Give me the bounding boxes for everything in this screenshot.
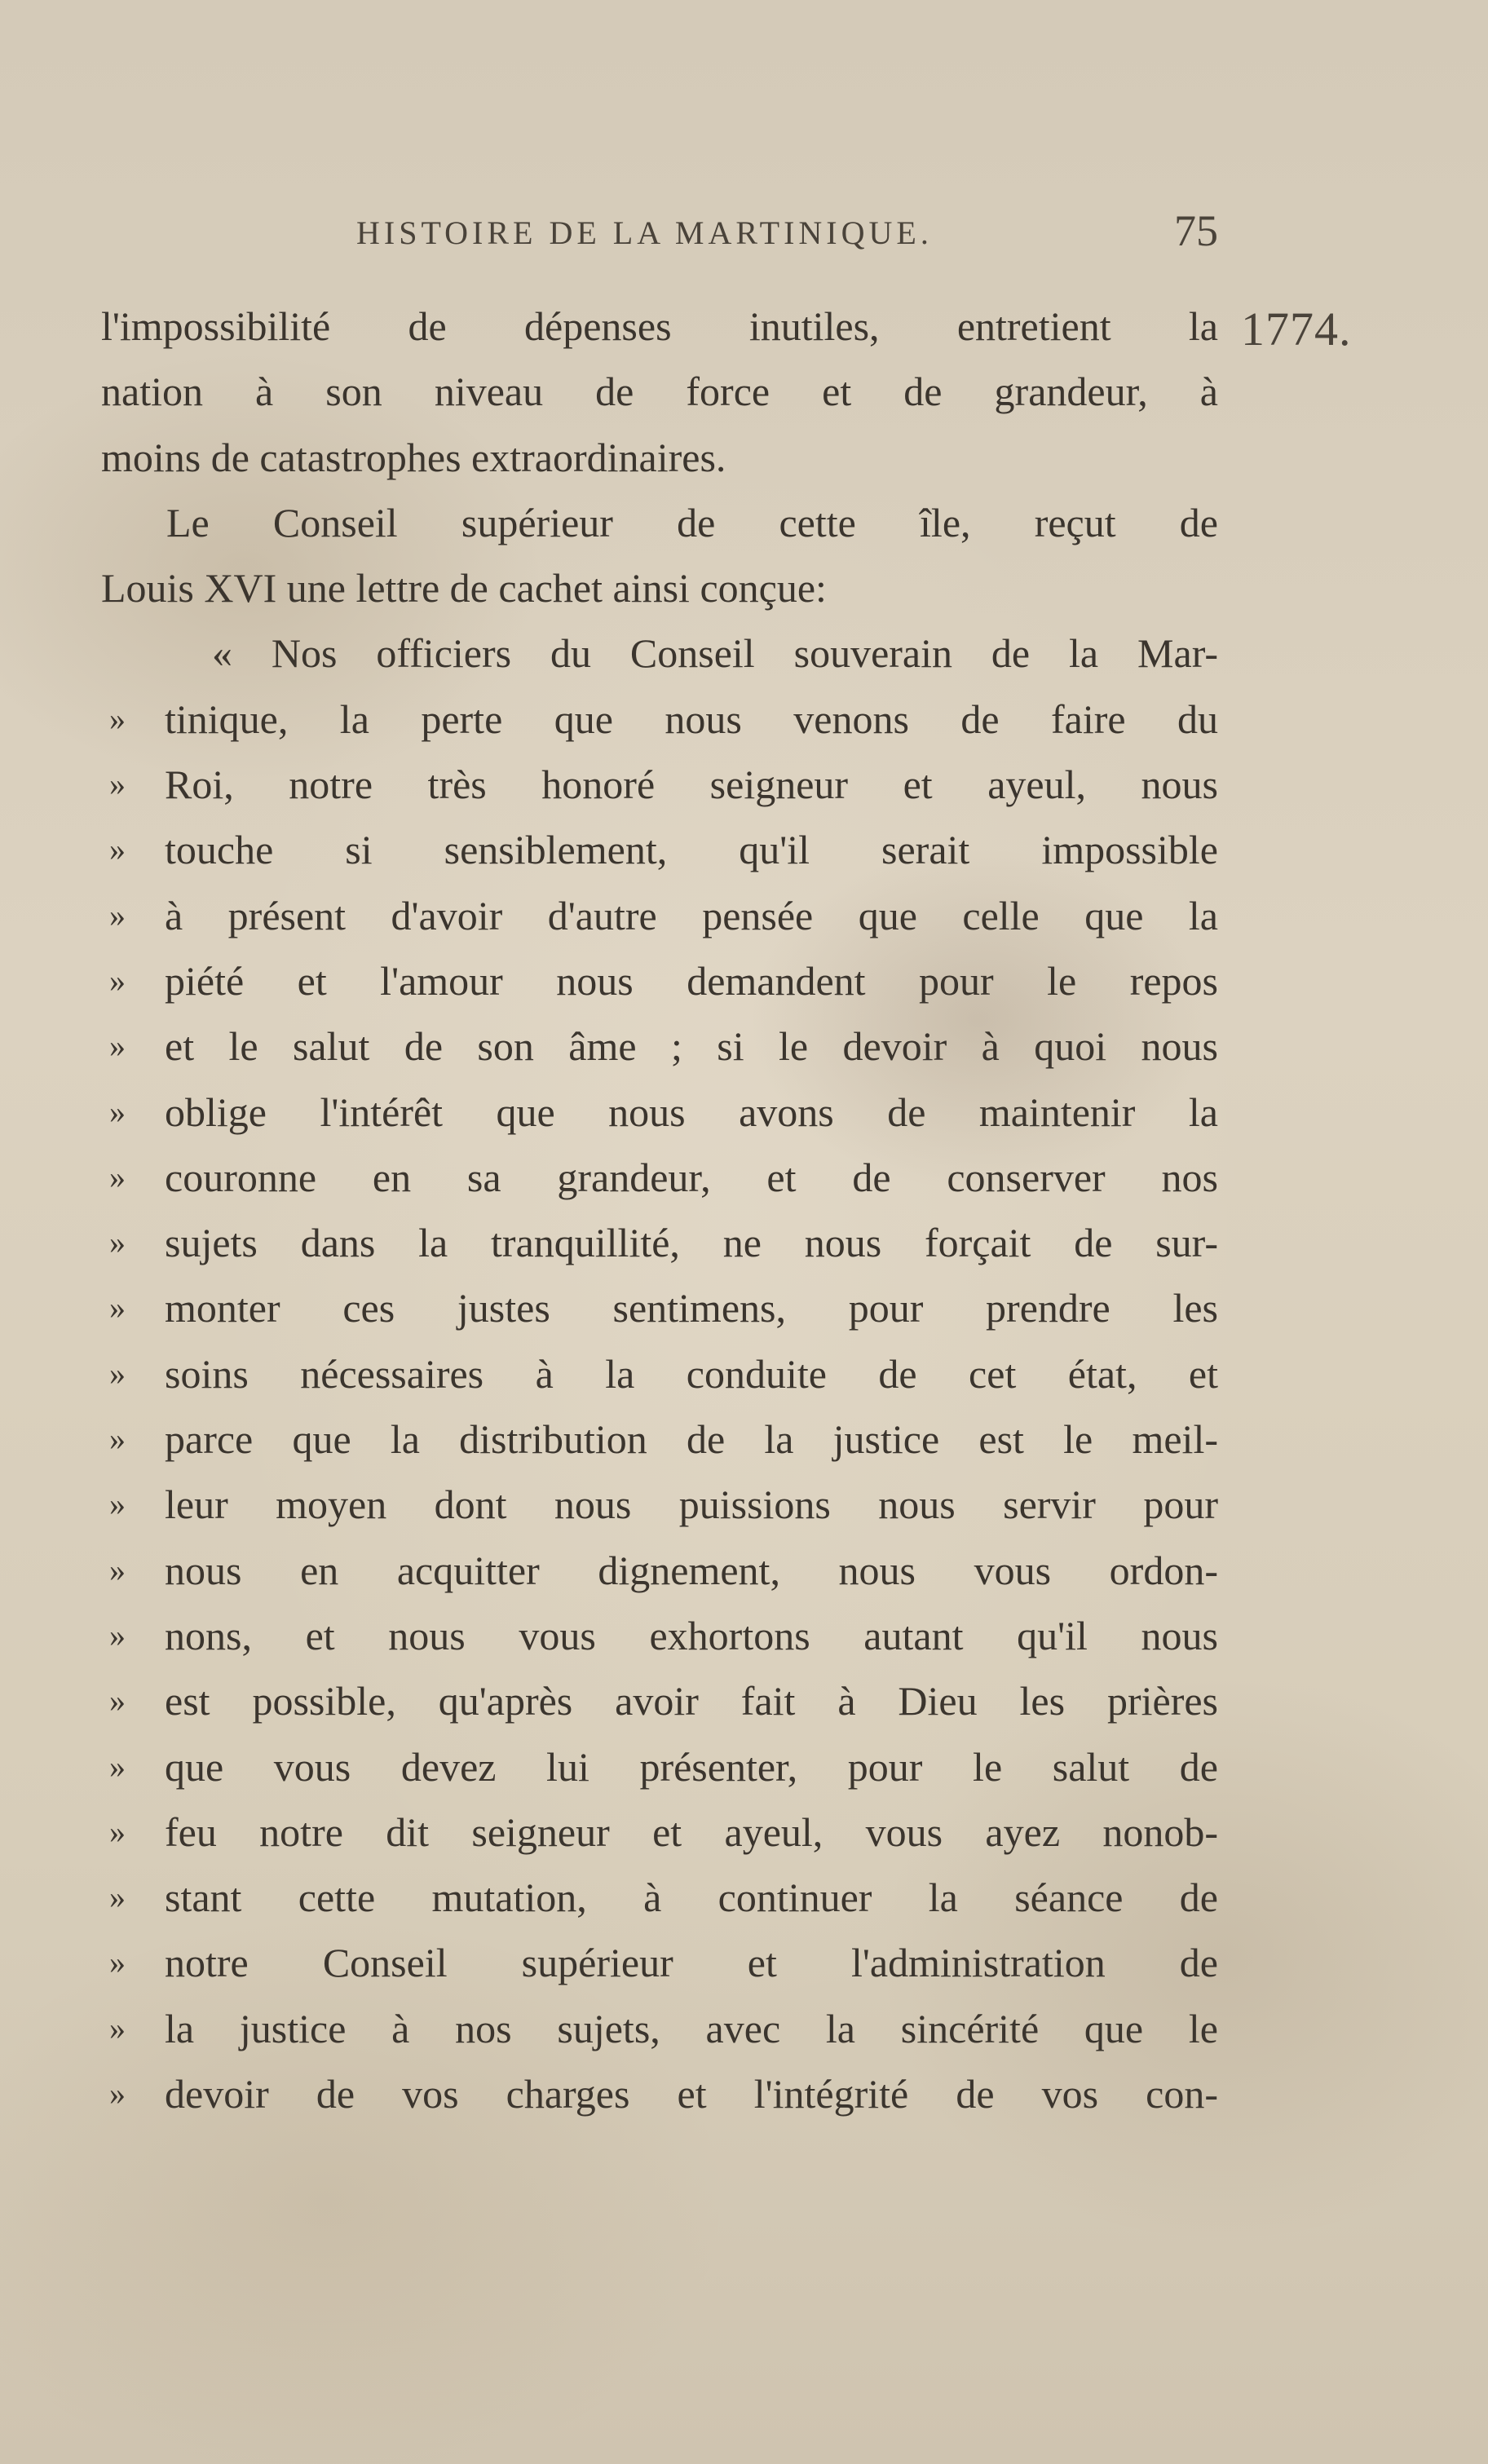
quote-mark: » (109, 1879, 126, 1916)
text-line (101, 1145, 1218, 1210)
text-line (101, 1865, 1218, 1930)
quote-mark: » (109, 2075, 126, 2113)
line-text: couronne en sa grandeur, et de conserver nos (165, 1154, 1218, 1200)
text-line (101, 490, 1218, 555)
text-line (101, 752, 1218, 817)
quote-mark: » (109, 1551, 126, 1588)
line-text: Louis XVI une lettre de cachet ainsi conçue: (101, 565, 827, 612)
line-text: nous en acquitter dignement, nous vous ordon- (165, 1547, 1218, 1593)
line-text: à présent d'avoir d'autre pensée que celle que la (165, 892, 1218, 938)
line-text: moins de catastrophes extraordinaires. (101, 434, 726, 480)
quote-mark: » (109, 1093, 126, 1130)
line-text: stant cette mutation, à continuer la séance de (165, 1874, 1218, 1921)
quote-mark: » (109, 700, 126, 737)
quote-mark: » (109, 1682, 126, 1720)
line-text: parce que la distribution de la justice est le meil- (165, 1416, 1218, 1463)
quote-mark: » (109, 1354, 126, 1392)
text-line (101, 1930, 1218, 1995)
text-line (101, 1734, 1218, 1799)
quote-mark: » (109, 1420, 126, 1458)
line-text: la justice à nos sujets, avec la sincérité que le (165, 2005, 1218, 2051)
line-text: et le salut de son âme ; si le devoir à quoi nous (165, 1023, 1218, 1070)
quote-mark: » (109, 896, 126, 934)
text-line (101, 1080, 1218, 1145)
line-text: l'impossibilité de dépenses inutiles, entretient la (101, 303, 1218, 349)
text-line (101, 1013, 1218, 1079)
running-head: HISTOIRE DE LA MARTINIQUE. (356, 214, 933, 251)
line-text: feu notre dit seigneur et ayeul, vous ayez nonob- (165, 1808, 1218, 1855)
text-line (101, 620, 1218, 686)
line-text: nation à son niveau de force et de grandeur, à (101, 369, 1218, 415)
quote-mark: » (109, 1289, 126, 1327)
text-line (101, 883, 1218, 948)
text-line (101, 1996, 1218, 2061)
page-header (101, 202, 1218, 259)
quote-mark: » (109, 1616, 126, 1654)
line-text: leur moyen dont nous puissions nous servir pour (165, 1481, 1218, 1528)
line-text: monter ces justes sentimens, pour prendre les (165, 1285, 1218, 1331)
page-number: 75 (1174, 206, 1218, 255)
line-text: nons, et nous vous exhortons autant qu'il nous (165, 1612, 1218, 1658)
quote-mark: » (109, 2009, 126, 2047)
text-line (101, 359, 1218, 424)
line-text: piété et l'amour nous demandent pour le repos (165, 957, 1218, 1004)
text-line (101, 1406, 1218, 1472)
quote-mark: » (109, 961, 126, 999)
text-line (101, 817, 1218, 882)
line-text: notre Conseil supérieur et l'administration de (165, 1940, 1218, 1986)
quote-mark: » (109, 1944, 126, 1981)
quote-mark: » (109, 1158, 126, 1195)
quote-mark: » (109, 1224, 126, 1261)
line-text: oblige l'intérêt que nous avons de maintenir la (165, 1088, 1218, 1135)
text-line (101, 294, 1218, 359)
text-line (101, 1472, 1218, 1537)
margin-year-note: 1774. (1241, 302, 1352, 355)
text-line (101, 555, 1218, 620)
text-line (101, 948, 1218, 1013)
text-line (101, 2061, 1218, 2126)
line-text: touche si sensiblement, qu'il serait impossible (165, 827, 1218, 873)
line-text: Roi, notre très honoré seigneur et ayeul, nous (165, 762, 1218, 808)
text-line (101, 1210, 1218, 1275)
quote-mark: » (109, 1747, 126, 1785)
text-line (101, 687, 1218, 752)
text-line (101, 1341, 1218, 1406)
line-text: tinique, la perte que nous venons de faire du (165, 695, 1218, 742)
line-text: « Nos officiers du Conseil souverain de la Mar- (212, 630, 1218, 677)
line-text: sujets dans la tranquillité, ne nous forçait de sur- (165, 1220, 1218, 1266)
text-line (101, 1603, 1218, 1668)
quote-mark: » (109, 1027, 126, 1065)
line-text: Le Conseil supérieur de cette île, reçut de (166, 499, 1218, 545)
text-line (101, 425, 1218, 490)
text-line (101, 1799, 1218, 1865)
body-text (101, 294, 1218, 2126)
line-text: soins nécessaires à la conduite de cet état, et (165, 1350, 1218, 1397)
text-line (101, 1668, 1218, 1733)
line-text: que vous devez lui présenter, pour le salut de (165, 1743, 1218, 1790)
line-text: devoir de vos charges et l'intégrité de vos con- (165, 2071, 1218, 2117)
quote-mark: » (109, 831, 126, 868)
text-line (101, 1275, 1218, 1340)
quote-mark: » (109, 1486, 126, 1523)
line-text: est possible, qu'après avoir fait à Dieu les prières (165, 1678, 1218, 1724)
text-line (101, 1538, 1218, 1603)
quote-mark: » (109, 1813, 126, 1850)
quote-mark: » (109, 766, 126, 803)
